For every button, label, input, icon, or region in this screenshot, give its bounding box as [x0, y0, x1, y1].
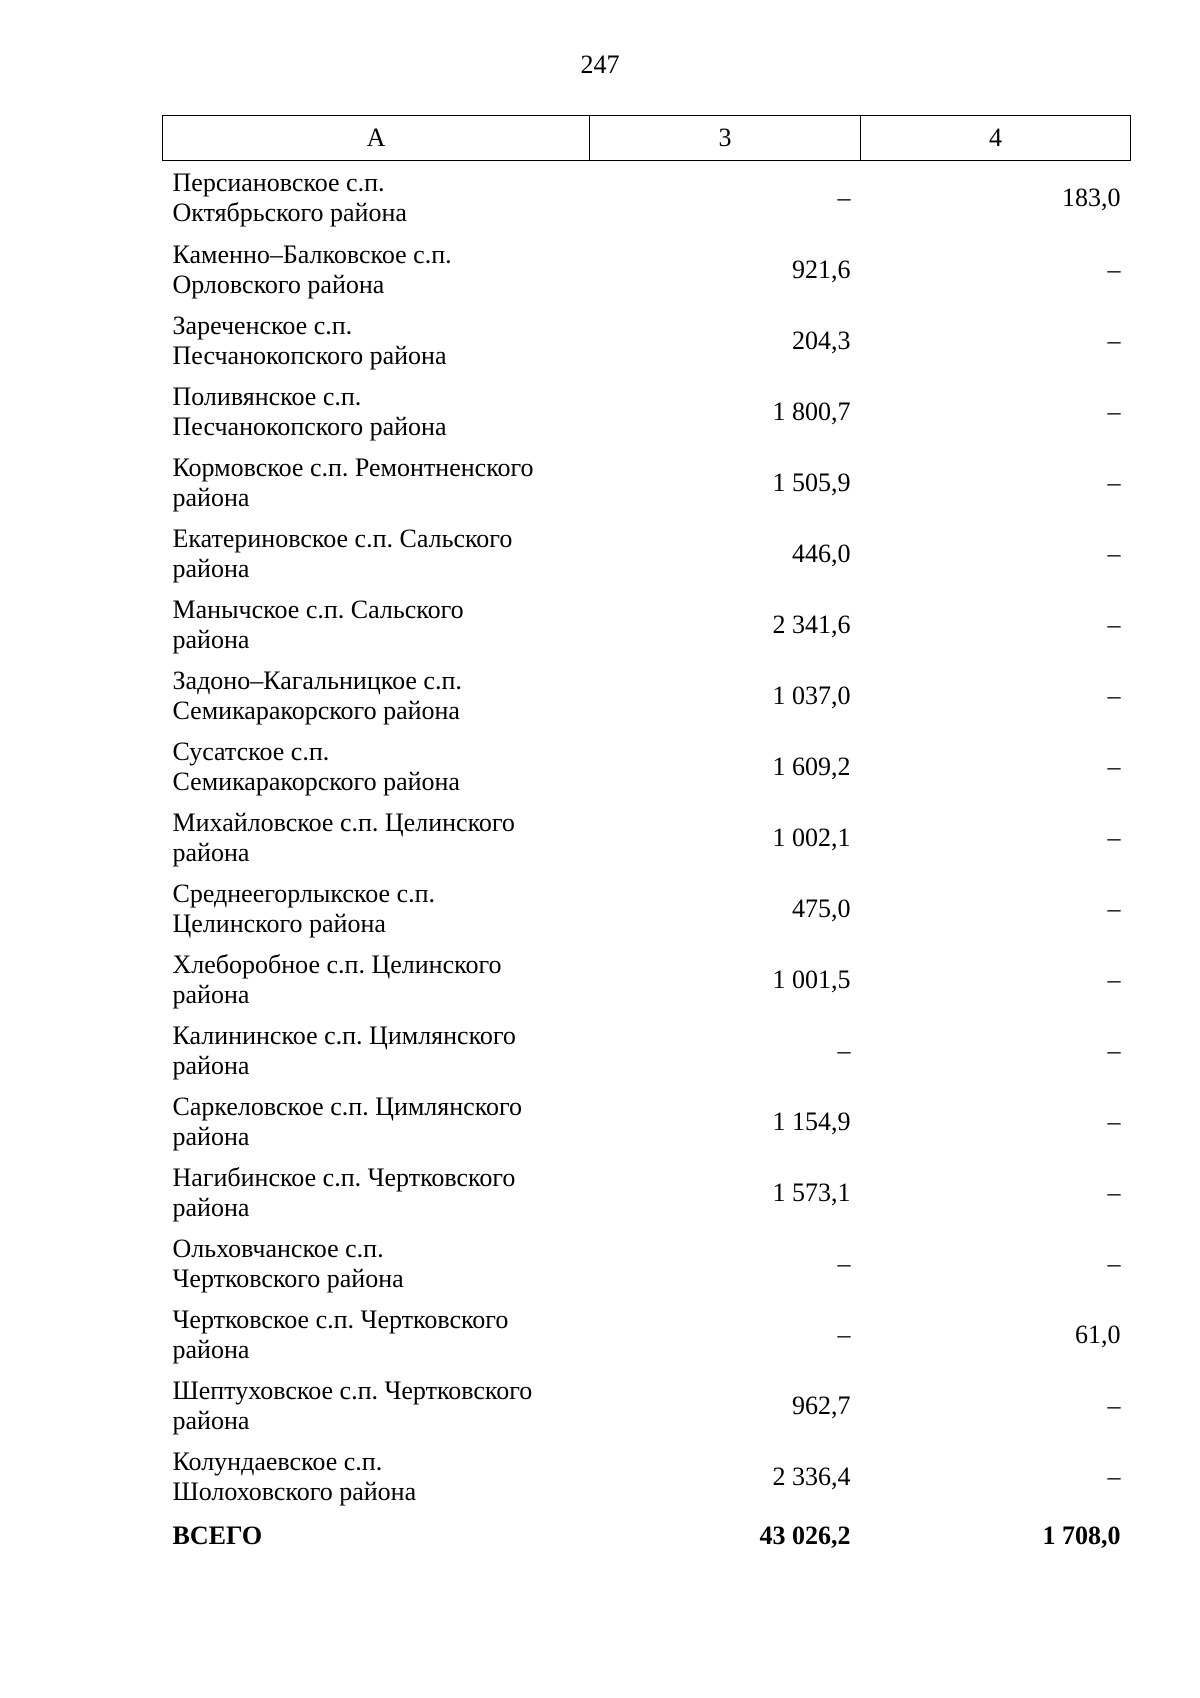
settlement-name-line1: Ольховчанское с.п.: [172, 1233, 384, 1263]
table-row: [163, 1441, 1131, 1512]
table-row: [163, 802, 1131, 873]
value-col4: –: [1107, 751, 1121, 781]
table-row: [163, 1299, 1131, 1370]
settlement-name-line2: Целинского района: [172, 908, 386, 938]
value-col3: 1 800,7: [772, 396, 851, 426]
settlement-name-line1: Среднеегорлыкское с.п.: [172, 878, 436, 908]
table-row: [163, 161, 1131, 235]
settlement-name-cell: [163, 1086, 590, 1157]
value-col4: –: [1107, 893, 1121, 923]
settlement-name-line2: района: [172, 1121, 250, 1151]
table-row: [163, 1015, 1131, 1086]
settlement-name-cell: [163, 589, 590, 660]
settlement-name-line1: Каменно–Балковское с.п.: [172, 239, 452, 269]
settlement-name-cell: [163, 447, 590, 518]
table-row: [163, 1370, 1131, 1441]
settlement-name-cell: [163, 161, 590, 235]
value-col3: 2 336,4: [772, 1461, 851, 1491]
settlement-name-cell: [163, 802, 590, 873]
settlement-name-line2: Песчанокопского района: [172, 411, 447, 441]
settlement-name-line2: Семикаракорского района: [172, 695, 460, 725]
value-col3: 921,6: [792, 254, 851, 284]
total-row: [163, 1512, 1131, 1560]
value-col3: 1 609,2: [772, 751, 851, 781]
settlement-name-line2: Песчанокопского района: [172, 340, 447, 370]
value-col4: –: [1107, 822, 1121, 852]
settlement-name-line2: района: [172, 553, 250, 583]
settlement-name-cell: [163, 660, 590, 731]
table-row: [163, 234, 1131, 305]
settlement-name-cell: [163, 1228, 590, 1299]
settlement-name-line2: района: [172, 1405, 250, 1435]
table-row: [163, 944, 1131, 1015]
settlement-name-cell: [163, 1015, 590, 1086]
settlement-name-cell: [163, 944, 590, 1015]
settlement-name-line1: Шептуховское с.п. Чертковского: [172, 1375, 533, 1405]
table-row: [163, 873, 1131, 944]
table-row: [163, 731, 1131, 802]
settlement-name-line1: Задоно–Кагальницкое с.п.: [172, 665, 462, 695]
table-row: [163, 660, 1131, 731]
value-col4: 61,0: [1075, 1319, 1121, 1349]
settlement-name-line2: района: [172, 1334, 250, 1364]
settlement-name-cell: [163, 1299, 590, 1370]
settlement-name-line2: Орловского района: [172, 269, 385, 299]
value-col3: 446,0: [792, 538, 851, 568]
total-label: ВСЕГО: [172, 1521, 263, 1550]
settlement-name-line2: района: [172, 979, 250, 1009]
value-col3: –: [837, 1319, 851, 1349]
settlement-name-line1: Хлеборобное с.п. Целинского: [172, 949, 502, 979]
settlement-name-line2: Чертковского района: [172, 1263, 404, 1293]
settlement-name-line1: Чертковское с.п. Чертковского: [172, 1304, 509, 1334]
total-col4: 1 708,0: [1042, 1521, 1121, 1550]
settlement-name-line2: района: [172, 1192, 250, 1222]
settlement-name-line1: Сусатское с.п.: [172, 736, 330, 766]
total-col3: 43 026,2: [759, 1521, 851, 1550]
value-col4: 183,0: [1062, 182, 1121, 212]
table-header: [163, 116, 1131, 161]
value-col3: 1 505,9: [772, 467, 851, 497]
value-col3: 1 037,0: [772, 680, 851, 710]
value-col4: –: [1107, 964, 1121, 994]
settlement-name-line1: Кормовское с.п. Ремонтненского: [172, 452, 534, 482]
settlement-name-cell: [163, 1370, 590, 1441]
value-col4: –: [1107, 1390, 1121, 1420]
value-col3: 2 341,6: [772, 609, 851, 639]
table-row: [163, 1228, 1131, 1299]
settlement-name-line1: Екатериновское с.п. Сальского: [172, 523, 513, 553]
value-col3: –: [837, 182, 851, 212]
settlement-name-cell: [163, 376, 590, 447]
value-col4: –: [1107, 1106, 1121, 1136]
settlement-name-line2: района: [172, 482, 250, 512]
settlement-name-line2: района: [172, 624, 250, 654]
value-col4: –: [1107, 1177, 1121, 1207]
table-row: [163, 1086, 1131, 1157]
value-col3: –: [837, 1035, 851, 1065]
value-col3: –: [837, 1248, 851, 1278]
settlement-name-cell: [163, 1157, 590, 1228]
header-cell-a: А: [163, 116, 590, 161]
table-row: [163, 518, 1131, 589]
settlement-name-cell: [163, 518, 590, 589]
settlement-name-cell: [163, 873, 590, 944]
settlement-name-cell: [163, 305, 590, 376]
table-row: [163, 447, 1131, 518]
settlement-name-line1: Колундаевское с.п.: [172, 1446, 383, 1476]
table-row: [163, 589, 1131, 660]
value-col4: –: [1107, 467, 1121, 497]
value-col4: –: [1107, 538, 1121, 568]
value-col4: –: [1107, 609, 1121, 639]
value-col4: –: [1107, 1035, 1121, 1065]
table-row: [163, 305, 1131, 376]
value-col3: 1 154,9: [772, 1106, 851, 1136]
value-col3: 1 001,5: [772, 964, 851, 994]
settlement-name-cell: [163, 1441, 590, 1512]
value-col4: –: [1107, 1461, 1121, 1491]
settlement-name-line2: Октябрьского района: [172, 197, 407, 227]
settlement-name-line2: Семикаракорского района: [172, 766, 460, 796]
header-cell-4: 4: [861, 116, 1131, 161]
header-cell-3: 3: [590, 116, 861, 161]
value-col4: –: [1107, 325, 1121, 355]
settlement-name-line1: Саркеловское с.п. Цимлянского: [172, 1091, 523, 1121]
table-body: [163, 161, 1131, 1561]
value-col4: –: [1107, 1248, 1121, 1278]
value-col4: –: [1107, 254, 1121, 284]
settlement-name-line1: Михайловское с.п. Целинского: [172, 807, 515, 837]
value-col3: 1 002,1: [772, 822, 851, 852]
value-col4: –: [1107, 396, 1121, 426]
settlement-name-line1: Нагибинское с.п. Чертковского: [172, 1162, 516, 1192]
settlement-name-line1: Калининское с.п. Цимлянского: [172, 1020, 516, 1050]
settlement-name-cell: [163, 234, 590, 305]
settlement-name-cell: [163, 731, 590, 802]
value-col3: 1 573,1: [772, 1177, 851, 1207]
budget-table: [162, 115, 1131, 1560]
table-row: [163, 376, 1131, 447]
value-col4: –: [1107, 680, 1121, 710]
table-row: [163, 1157, 1131, 1228]
settlement-name-line2: района: [172, 837, 250, 867]
value-col3: 962,7: [792, 1390, 851, 1420]
value-col3: 204,3: [792, 325, 851, 355]
settlement-name-line1: Манычское с.п. Сальского: [172, 594, 464, 624]
page-number: 247: [580, 50, 620, 79]
settlement-name-line1: Зареченское с.п.: [172, 310, 353, 340]
settlement-name-line1: Поливянское с.п.: [172, 381, 362, 411]
settlement-name-line2: района: [172, 1050, 250, 1080]
settlement-name-line1: Персиановское с.п.: [172, 167, 385, 197]
value-col3: 475,0: [792, 893, 851, 923]
settlement-name-line2: Шолоховского района: [172, 1476, 417, 1506]
